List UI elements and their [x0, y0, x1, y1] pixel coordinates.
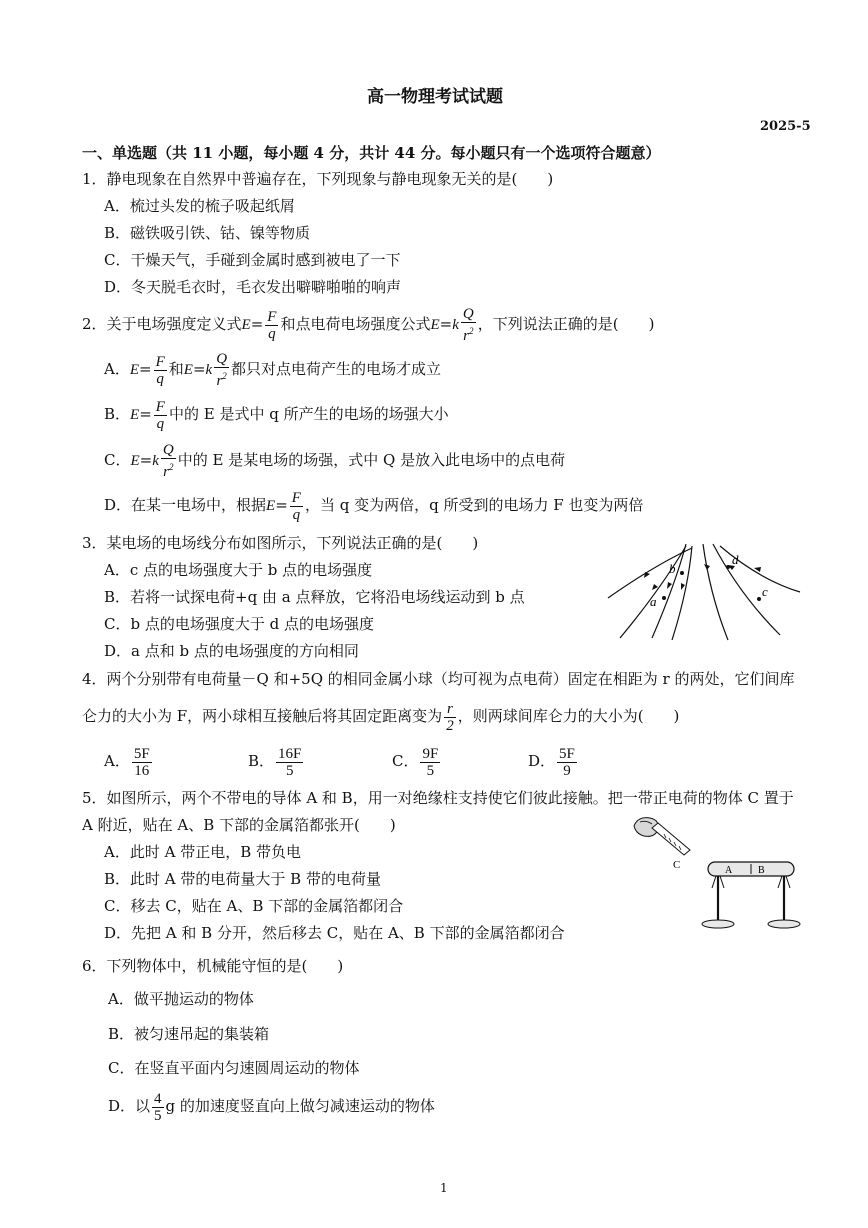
q4-stem-line1: 4．两个分别带有电荷量－Q 和+5Q 的相同金属小球（均可视为点电荷）固定在相距为 r 的两处，它们间库: [82, 670, 795, 688]
frac-f-over-q: $\frac{F}{q}$: [155, 353, 165, 387]
frac-5f-9: [557, 746, 577, 779]
frac-num: 5F: [559, 745, 575, 762]
frac-den: 16: [134, 762, 150, 779]
q3-stem: 3．某电场的电场线分布如图所示，下列说法正确的是( ): [82, 534, 479, 552]
frac-num: 16F: [278, 745, 302, 762]
frac-q-over-r2: $\frac{Q}{r^2}$: [162, 442, 174, 480]
frac-num: 4: [154, 1090, 162, 1107]
q1-stem: 1．静电现象在自然界中普遍存在，下列现象与静电现象无关的是( ): [82, 170, 554, 188]
arrow-icon: [667, 582, 672, 589]
frac-4-over-5: [152, 1091, 164, 1124]
q5-stem-line1: 5．如图所示，两个不带电的导体 A 和 B，用一对绝缘柱支持使它们彼此接触。把一带正电荷的物体 C 置于: [82, 789, 794, 807]
q5-stem-line2: A 附近，贴在 A、B 下部的金属箔都张开( ): [82, 816, 396, 834]
q4-option-b: [248, 743, 305, 779]
q3-option-d: D．a 点和 b 点的电场强度的方向相同: [104, 642, 359, 660]
q2-a-label: A．: [104, 360, 130, 378]
q4-a-label: A．: [104, 752, 130, 770]
conductors-figure: [628, 812, 808, 934]
q1-option-b: B．磁铁吸引铁、钴、镍等物质: [104, 224, 311, 242]
point-a: [662, 596, 666, 600]
formula-e-def: E: [241, 317, 251, 333]
frac-16f-5: [276, 746, 303, 779]
arrow-icon: [644, 572, 650, 578]
formula-e-point: E: [430, 317, 440, 333]
frac-num: 9F: [422, 745, 439, 762]
q4-line2-pre: 仑力的大小为 F，两小球相互接触后将其固定距离变为: [82, 707, 443, 725]
q4-d-label: D．: [528, 752, 556, 770]
frac-r-over-2: [444, 701, 456, 734]
frac-f-over-q: $\frac{F}{q}$: [267, 308, 277, 342]
frac-den: 5: [426, 762, 435, 779]
stand-base: [702, 920, 800, 928]
point-c: [757, 597, 761, 601]
q2-option-a: A．E= $\frac{F}{q}$ 和E=k $\frac{Q}{r^2}$ 都只对点电荷产生的电场才成立: [104, 351, 442, 389]
q5-option-b: B．此时 A 带的电荷量大于 B 带的电荷量: [104, 870, 381, 888]
frac-den: 5: [285, 762, 294, 779]
q6-d-post: g 的加速度竖直向上做匀减速运动的物体: [165, 1097, 435, 1115]
page-number: 1: [440, 1181, 448, 1195]
label-c: c: [762, 584, 768, 599]
insulating-stand: [718, 876, 784, 922]
frac-num: 5F: [133, 745, 150, 762]
q6-option-d: [108, 1088, 435, 1124]
q3-option-b: B．若将一试探电荷+q 由 a 点释放，它将沿电场线运动到 b 点: [104, 588, 525, 606]
q3-option-c: C．b 点的电场强度大于 d 点的电场强度: [104, 615, 374, 633]
q2-b-label: B．: [104, 405, 131, 423]
field-line: [620, 546, 686, 638]
q6-option-c: C．在竖直平面内匀速圆周运动的物体: [108, 1059, 360, 1077]
q5-option-a: A．此时 A 带正电，B 带负电: [104, 843, 301, 861]
q4-option-d: [528, 743, 579, 779]
q4-line2-post: ，则两球间库仑力的大小为( ): [457, 707, 680, 725]
frac-q-over-r2: $\frac{Q}{r^2}$: [462, 306, 474, 344]
frac-den: 5: [154, 1107, 162, 1124]
point-b: [680, 571, 684, 575]
label-d: d: [732, 552, 739, 567]
frac-5f-16: [132, 746, 152, 779]
q2-stem-pre: 2．关于电场强度定义式: [82, 315, 242, 333]
label-a: a: [650, 594, 657, 609]
frac-num: r: [444, 701, 456, 718]
q3-option-a: A．c 点的电场强度大于 b 点的电场强度: [104, 561, 373, 579]
field-line: [608, 548, 692, 598]
label-c: C: [673, 859, 681, 871]
q2-option-d: D．在某一电场中，根据E= $\frac{F}{q}$ ，当 q 变为两倍，q 所受到的电场力 F 也变为两倍: [104, 489, 644, 523]
section-heading: 一、单选题（共 11 小题，每小题 4 分，共计 44 分。每小题只有一个选项符合题意）: [82, 144, 661, 162]
label-b: b: [669, 561, 676, 576]
frac-den: 9: [563, 762, 571, 779]
q2-stem-post: ，下列说法正确的是( ): [477, 315, 655, 333]
exam-date: 2025-5: [760, 119, 811, 134]
q6-d-pre: D．以: [108, 1097, 151, 1115]
q4-stem-line2: [82, 698, 679, 734]
conductor-ab: [708, 862, 794, 876]
frac-f-over-q: $\frac{F}{q}$: [155, 398, 165, 432]
field-line: [703, 544, 728, 640]
q2-c-post: 中的 E 是某电场的场强，式中 Q 是放入此电场中的点电荷: [177, 451, 566, 469]
field-lines-figure: [600, 540, 805, 645]
q4-b-label: B．: [248, 752, 275, 770]
q2-d-post: ，当 q 变为两倍，q 所受到的电场力 F 也变为两倍: [304, 496, 644, 514]
q2-stem-mid: 和点电荷电场强度公式: [280, 315, 431, 333]
arrow-icon: [681, 583, 685, 590]
q2-stem: 2．关于电场强度定义式E= $\frac{F}{q}$ 和点电荷电场强度公式E=k $\frac{Q}{r^2}$ ，下列说法正确的是( ): [82, 306, 655, 344]
frac-q-over-r2: $\frac{Q}{r^2}$: [216, 351, 228, 389]
charged-rod: [652, 823, 690, 855]
q5-option-c: C．移去 C，贴在 A、B 下部的金属箔都闭合: [104, 897, 404, 915]
q2-b-post: 中的 E 是式中 q 所产生的电场的场强大小: [168, 405, 449, 423]
q4-option-c: [392, 743, 442, 779]
frac-den: 2: [446, 717, 454, 734]
q2-a-mid: 和: [168, 360, 184, 378]
q1-option-d: D．冬天脱毛衣时，毛衣发出噼噼啪啪的响声: [104, 278, 402, 296]
q6-option-b: B．被匀速吊起的集装箱: [108, 1025, 270, 1043]
label-a: A: [725, 865, 733, 876]
q2-option-c: C．E=k $\frac{Q}{r^2}$ 中的 E 是某电场的场强，式中 Q 是放入此电场中的点电荷: [104, 442, 566, 480]
q1-option-c: C．干燥天气，手碰到金属时感到被电了一下: [104, 251, 401, 269]
label-b: B: [758, 865, 765, 876]
arrow-icon: [704, 564, 710, 570]
point-d: [726, 565, 730, 569]
q6-option-a: A．做平抛运动的物体: [108, 990, 254, 1008]
q2-option-b: B．E= $\frac{F}{q}$ 中的 E 是式中 q 所产生的电场的场强大小: [104, 398, 449, 432]
foil-icon: [712, 876, 790, 888]
q2-c-label: C．: [104, 451, 131, 469]
field-line: [713, 544, 780, 635]
frac-9f-5: [420, 746, 440, 779]
frac-f-over-q: $\frac{F}{q}$: [291, 489, 301, 523]
q2-a-post: 都只对点电荷产生的电场才成立: [231, 360, 442, 378]
page-title: 高一物理考试试题: [367, 87, 503, 107]
q6-stem: 6．下列物体中，机械能守恒的是( ): [82, 957, 344, 975]
q5-option-d: D．先把 A 和 B 分开，然后移去 C，贴在 A、B 下部的金属箔都闭合: [104, 924, 565, 942]
q4-option-a: [104, 743, 154, 779]
q1-option-a: A．梳过头发的梳子吸起纸屑: [104, 197, 295, 215]
q2-d-pre: D．在某一电场中，根据: [104, 496, 267, 514]
q4-c-label: C．: [392, 752, 419, 770]
arrow-icon: [652, 584, 658, 590]
